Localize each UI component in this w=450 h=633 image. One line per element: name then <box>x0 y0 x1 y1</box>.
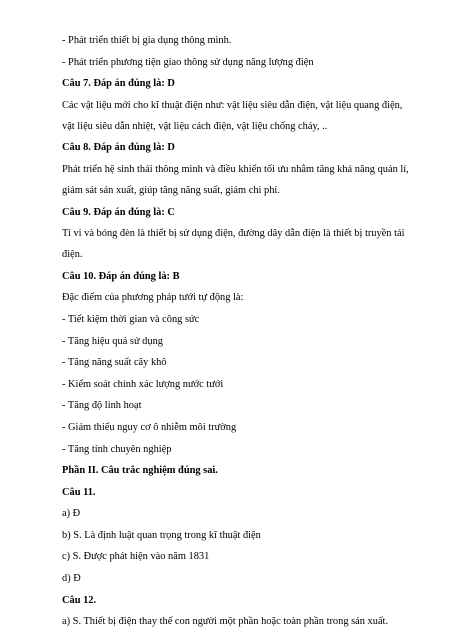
heading-line: Câu 9. Đáp án đúng là: C <box>62 206 175 218</box>
text-line: - Tăng độ linh hoạt <box>62 400 142 412</box>
text-line: - Giảm thiểu nguy cơ ô nhiễm môi trường <box>62 421 237 433</box>
text-line: Các vật liệu mới cho kĩ thuật điện như: vật liệu siêu dẫn điện, vật liệu quang điện, <box>62 99 403 111</box>
text-line: b) S. Là định luật quan trọng trong kĩ thuật điện <box>62 529 261 541</box>
heading-line: Câu 12. <box>62 594 97 606</box>
text-line: a) Đ <box>62 508 81 520</box>
text-line: điện. <box>62 249 83 261</box>
text-line: - Tăng tính chuyên nghiệp <box>62 443 172 455</box>
text-line: - Tăng năng suất cây khô <box>62 357 167 369</box>
text-line: giám sát sản xuất, giúp tăng năng suất, giảm chi phí. <box>62 184 280 196</box>
text-line: - Kiểm soát chính xác lượng nước tưới <box>62 378 224 390</box>
text-line: - Phát triển thiết bị gia dụng thông minh. <box>62 35 232 46</box>
heading-line: Phần II. Câu trắc nghiệm đúng sai. <box>62 465 218 477</box>
heading-line: Câu 7. Đáp án đúng là: D <box>62 78 175 90</box>
text-line: Đặc điểm của phương pháp tưới tự động là: <box>62 292 244 304</box>
heading-line: Câu 10. Đáp án đúng là: B <box>62 270 180 282</box>
text-line: - Tăng hiệu quả sử dụng <box>62 335 163 347</box>
text-line: Ti vi và bóng đèn là thiết bị sử dụng điện, đường dây dẫn điện là thiết bị truyền tải <box>62 228 405 240</box>
text-line: vật liệu siêu dẫn nhiệt, vật liệu cách điện, vật liệu chống cháy, .. <box>62 120 328 132</box>
text-line: - Phát triển phương tiện giao thông sử dụng năng lượng điện <box>62 56 314 68</box>
text-line: a) S. Thiết bị điện thay thế con người một phần hoặc toàn phần trong sản xuất. <box>62 616 389 628</box>
text-line: c) S. Được phát hiện vào năm 1831 <box>62 551 210 563</box>
text-line: - Tiết kiệm thời gian và công sức <box>62 313 200 325</box>
text-line: d) Đ <box>62 573 81 585</box>
heading-line: Câu 8. Đáp án đúng là: D <box>62 142 175 154</box>
heading-line: Câu 11. <box>62 486 96 498</box>
text-line: Phát triển hệ sinh thái thông minh và điều khiển tối ưu nhằm tăng khả năng quản lí, <box>62 163 409 175</box>
